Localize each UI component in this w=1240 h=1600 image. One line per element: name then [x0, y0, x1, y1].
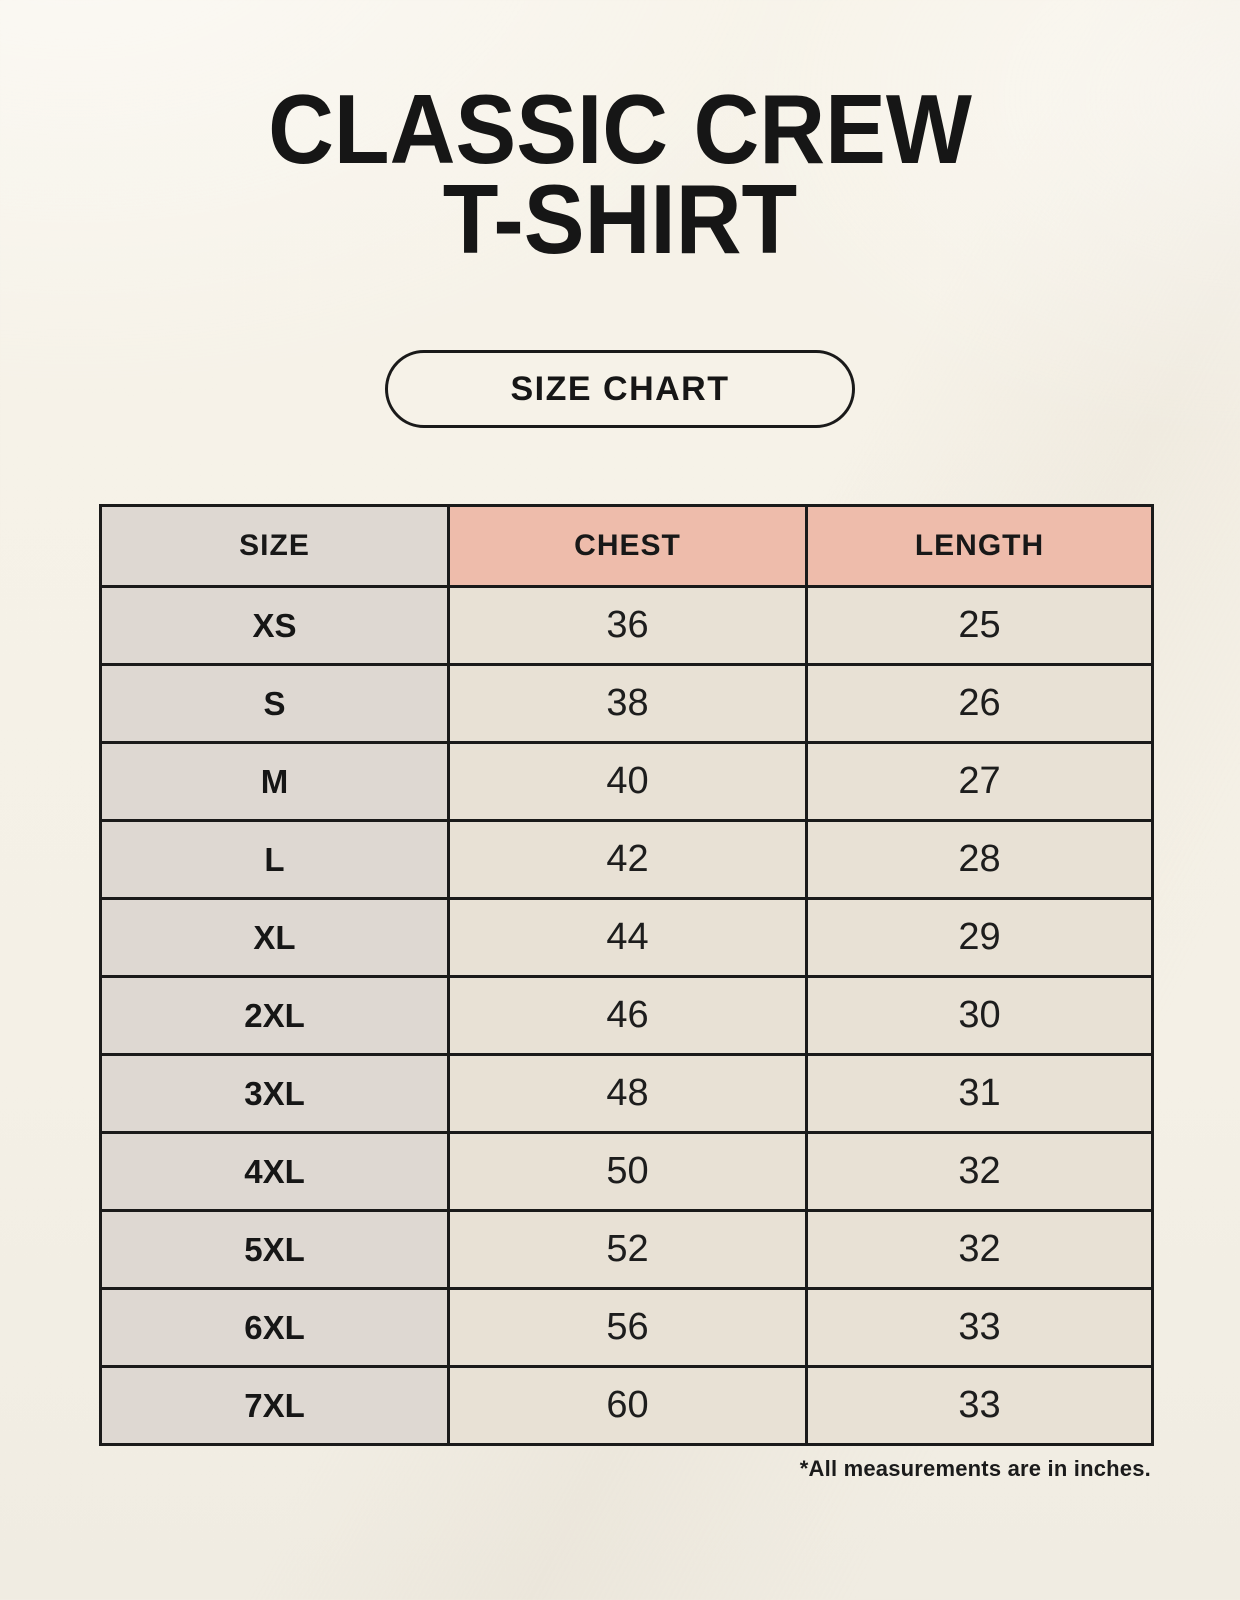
length-value: 30 [807, 977, 1153, 1055]
table-row [101, 1211, 1153, 1289]
chest-value: 36 [449, 587, 807, 665]
table-row [101, 743, 1153, 821]
size-label: XL [101, 899, 449, 977]
size-label: 2XL [101, 977, 449, 1055]
column-header-size: SIZE [101, 506, 449, 587]
chest-value: 50 [449, 1133, 807, 1211]
table-row [101, 1367, 1153, 1445]
length-value: 32 [807, 1133, 1153, 1211]
size-chart-page [0, 74, 1240, 1600]
table-row [101, 899, 1153, 977]
chest-value: 48 [449, 1055, 807, 1133]
size-label: M [101, 743, 449, 821]
chest-value: 56 [449, 1289, 807, 1367]
chest-value: 60 [449, 1367, 807, 1445]
length-value: 29 [807, 899, 1153, 977]
table-row [101, 587, 1153, 665]
table-row [101, 1055, 1153, 1133]
length-value: 27 [807, 743, 1153, 821]
chest-value: 40 [449, 743, 807, 821]
size-label: 3XL [101, 1055, 449, 1133]
length-value: 25 [807, 587, 1153, 665]
table-row [101, 977, 1153, 1055]
page-title-line1: CLASSIC CREW [268, 74, 972, 184]
size-chart-table-container [99, 504, 1151, 1446]
measurements-footnote: *All measurements are in inches. [799, 1456, 1151, 1481]
column-header-chest: CHEST [449, 506, 807, 587]
column-header-length: LENGTH [807, 506, 1153, 587]
length-value: 33 [807, 1289, 1153, 1367]
size-label: 7XL [101, 1367, 449, 1445]
chest-value: 38 [449, 665, 807, 743]
length-value: 28 [807, 821, 1153, 899]
length-value: 33 [807, 1367, 1153, 1445]
page-title-line2: T-SHIRT [442, 164, 798, 274]
chest-value: 52 [449, 1211, 807, 1289]
size-label: 6XL [101, 1289, 449, 1367]
size-chart-table [99, 504, 1154, 1446]
length-value: 26 [807, 665, 1153, 743]
length-value: 31 [807, 1055, 1153, 1133]
header-row [101, 506, 1153, 587]
size-label: 4XL [101, 1133, 449, 1211]
length-value: 32 [807, 1211, 1153, 1289]
chest-value: 46 [449, 977, 807, 1055]
size-label: S [101, 665, 449, 743]
size-label: L [101, 821, 449, 899]
table-row [101, 665, 1153, 743]
table-row [101, 1133, 1153, 1211]
size-chart-button[interactable]: SIZE CHART [385, 350, 855, 428]
chest-value: 44 [449, 899, 807, 977]
table-row [101, 1289, 1153, 1367]
size-label: 5XL [101, 1211, 449, 1289]
size-label: XS [101, 587, 449, 665]
chest-value: 42 [449, 821, 807, 899]
table-row [101, 821, 1153, 899]
page-title [43, 74, 1196, 274]
